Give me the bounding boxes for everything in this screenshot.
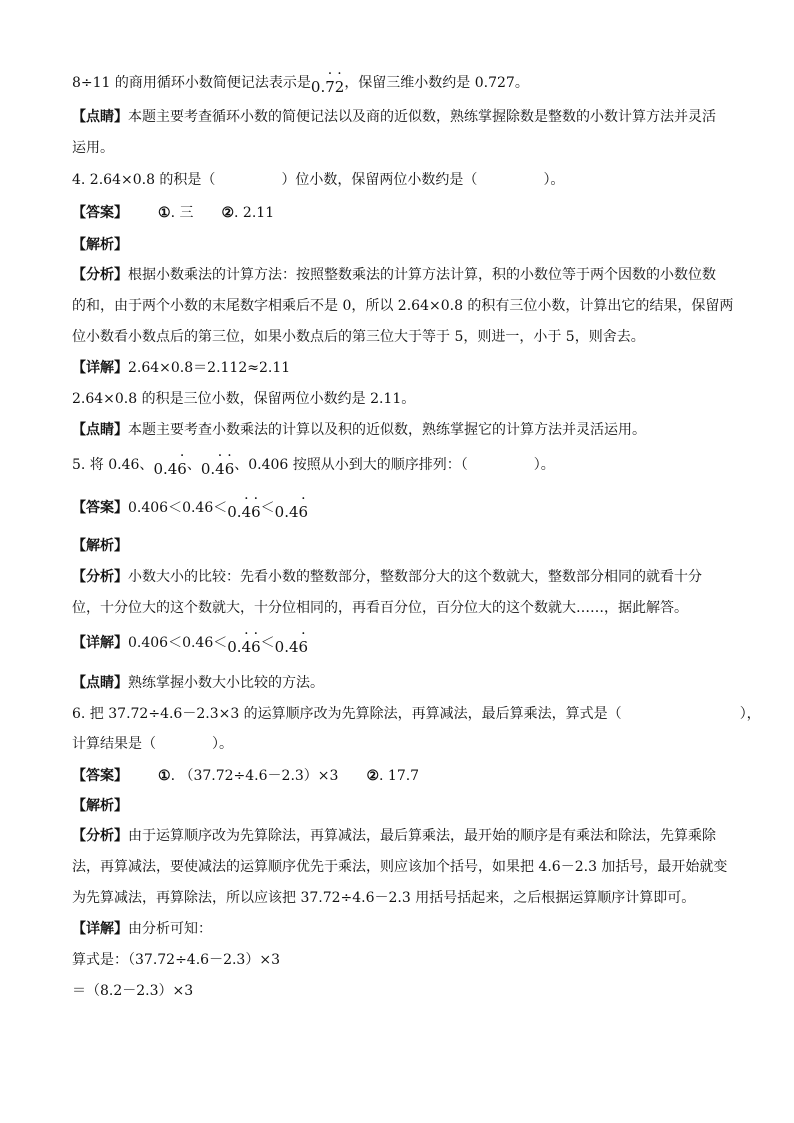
q4-comment: 【点睛】本题主要考查小数乘法的计算以及积的近似数，熟练掌握它的计算方法并灵活运用。: [72, 422, 646, 438]
q6-question: 6. 把 37.72÷4.6－2.3×3 的运算顺序改为先算除法，再算减法，最后算乘法，算式是（ ），: [72, 706, 761, 722]
repeating-decimal-0-46-6: 0.4· 6: [153, 460, 186, 478]
q6-detail-2: ＝（8.2－2.3）×3: [72, 983, 194, 999]
q6-fenxi: 【分析】由于运算顺序改为先算除法，再算减法，最后算乘法，最开始的顺序是有乘法和除法，先算乘除: [72, 828, 716, 844]
comment-label: 【点睛】: [72, 109, 128, 125]
q6-answer: 【答案】 ①. （37.72÷4.6－2.3）×3 ②. 17.7: [72, 768, 420, 784]
q6-detail: 【详解】由分析可知：: [72, 921, 212, 937]
answer-label: 【答案】: [72, 205, 128, 221]
q6-fenxi-2: 法，再算减法，要使减法的运算顺序优先于乘法，则应该加个括号，如果把 4.6－2.3 加括号，最开始就变: [72, 859, 728, 875]
q6-question-2: 计算结果是（ ）。: [72, 736, 233, 752]
q4-answer: 【答案】 ①. 三 ②. 2.11: [72, 205, 275, 221]
q4-detail-2: 2.64×0.8 的积是三位小数，保留两位小数约是 2.11。: [72, 391, 416, 407]
q6-analysis-label: 【解析】: [72, 798, 128, 814]
q3-answer-line: 8÷11 的商用循环小数简便记法表示是0.· 7· 2，保留三维小数约是 0.727。: [72, 73, 529, 97]
q3-comment: 【点睛】本题主要考查循环小数的简便记法以及商的近似数，熟练掌握除数是整数的小数计算方法并灵活: [72, 109, 716, 125]
q5-fenxi-2: 位，十分位大的这个数就大，十分位相同的，再看百分位，百分位大的这个数就大……，据此解答。: [72, 600, 688, 616]
repeating-decimal-0-72: 0.· 7· 2: [311, 78, 344, 96]
q4-detail: 【详解】2.64×0.8＝2.112≈2.11: [72, 360, 291, 376]
repeating-decimal-0-46: 0.· 4· 6: [201, 460, 234, 478]
q5-analysis-label: 【解析】: [72, 538, 128, 554]
q3-comment-cont: 运用。: [72, 140, 114, 156]
q4-question: 4. 2.64×0.8 的积是（ ）位小数，保留两位小数约是（ ）。: [72, 172, 565, 188]
q6-detail-1: 算式是：（37.72÷4.6－2.3）×3: [72, 952, 280, 968]
q4-fenxi-3: 位小数看小数点后的第三位，如果小数点后的第三位大于等于 5，则进一，小于 5，则舍去。: [72, 329, 645, 345]
q5-detail: 【详解】0.406＜0.46＜0.· 4· 6＜0.4· 6: [72, 633, 308, 657]
q4-fenxi-2: 的和，由于两个小数的末尾数字相乘后不是 0，所以 2.64×0.8 的积有三位小数，计算出它的结果，保留两: [72, 298, 734, 314]
q4-analysis-label: 【解析】: [72, 237, 128, 253]
q4-fenxi: 【分析】根据小数乘法的计算方法：按照整数乘法的计算方法计算，积的小数位等于两个因数的小数位数: [72, 267, 716, 283]
q5-answer: 【答案】0.406＜0.46＜0.· 4· 6＜0.4· 6: [72, 498, 308, 522]
q5-fenxi: 【分析】小数大小的比较：先看小数的整数部分，整数部分大的这个数就大，整数部分相同的就看十分: [72, 569, 702, 585]
q6-fenxi-3: 为先算减法，再算除法，所以应该把 37.72÷4.6－2.3 用括号括起来，之后根据运算顺序计算即可。: [72, 890, 696, 906]
q3-text: 8÷11 的商用循环小数简便记法表示是: [72, 75, 311, 91]
q5-question: 5. 将 0.46、0.4· 6、0.· 4· 6、0.406 按照从小到大的顺序排列：（ ）。: [72, 455, 555, 479]
q5-comment: 【点睛】熟练掌握小数大小比较的方法。: [72, 675, 324, 691]
